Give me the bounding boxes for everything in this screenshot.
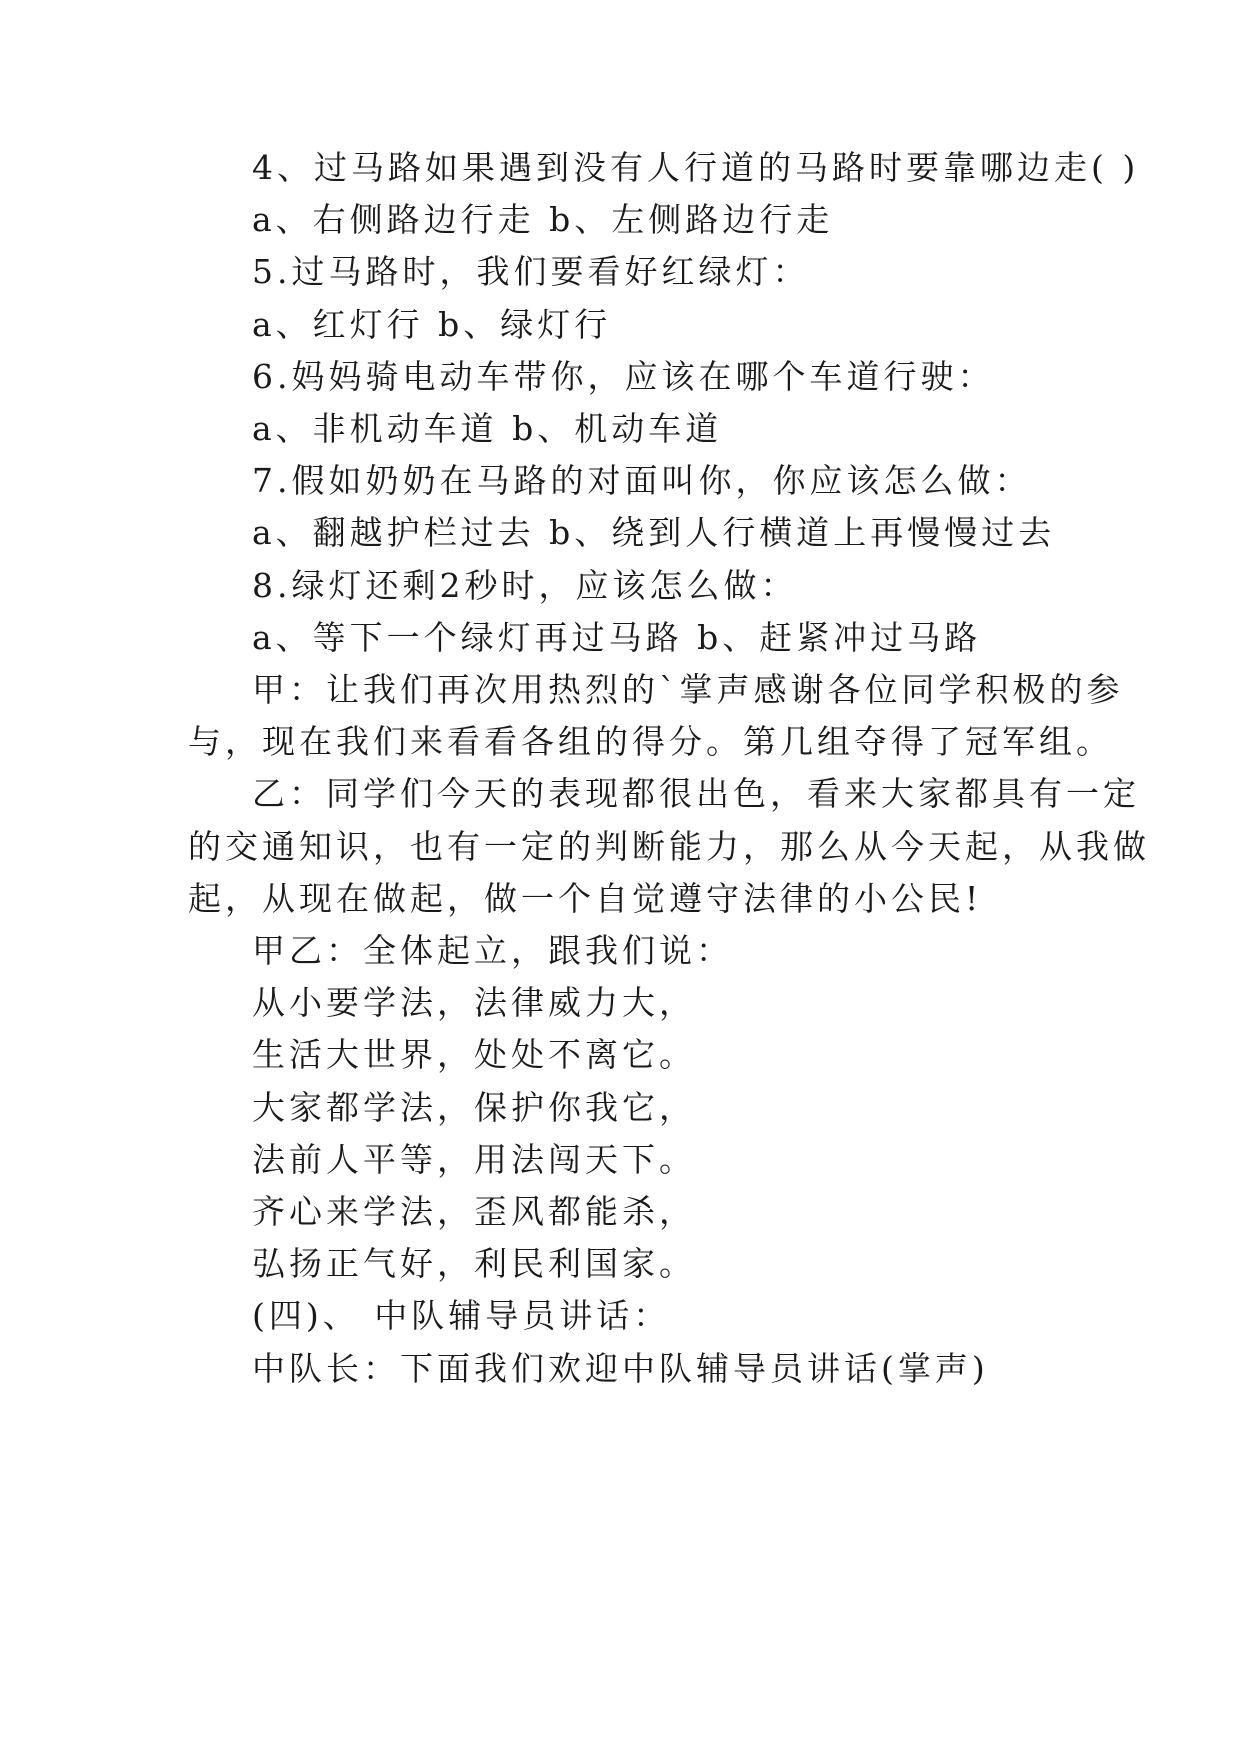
text-line: 法前人平等，用法闯天下。 <box>252 1139 696 1179</box>
text-line: 弘扬正气好，利民利国家。 <box>252 1244 696 1284</box>
text-line: (四)、 中队辅导员讲话： <box>252 1296 671 1336</box>
text-line: 5.过马路时，我们要看好红绿灯： <box>252 252 810 292</box>
text-line: 大家都学法，保护你我它， <box>252 1087 696 1127</box>
text-line: a、右侧路边行走 b、左侧路边行走 <box>252 200 834 240</box>
text-line: 8.绿灯还剩2秒时，应该怎么做： <box>252 565 798 605</box>
text-line: a、等下一个绿灯再过马路 b、赶紧冲过马路 <box>252 617 982 657</box>
text-line: 乙：同学们今天的表现都很出色，看来大家都具有一定 <box>252 774 1140 814</box>
text-line: a、红灯行 b、绿灯行 <box>252 304 612 344</box>
text-line: 甲乙：全体起立，跟我们说： <box>252 931 733 970</box>
text-line: 6.妈妈骑电动车带你，应该在哪个车道行驶： <box>252 356 995 396</box>
text-line: 从小要学法，法律威力大， <box>252 983 696 1023</box>
text-line: 的交通知识，也有一定的判断能力，那么从今天起，从我做 <box>188 826 1150 866</box>
text-line: a、翻越护栏过去 b、绕到人行横道上再慢慢过去 <box>252 513 1056 553</box>
text-line: 与，现在我们来看看各组的得分。第几组夺得了冠军组。 <box>188 722 1113 762</box>
text-line: 生活大世界，处处不离它。 <box>252 1035 696 1075</box>
text-line: 中队长：下面我们欢迎中队辅导员讲话(掌声) <box>252 1348 989 1388</box>
text-line: a、非机动车道 b、机动车道 <box>252 409 723 448</box>
text-line: 齐心来学法，歪风都能杀， <box>252 1192 696 1231</box>
text-line: 甲：让我们再次用热烈的`掌声感谢各位同学积极的参 <box>252 670 1124 709</box>
text-line: 7.假如奶奶在马路的对面叫你，你应该怎么做： <box>252 461 1032 501</box>
text-line: 起，从现在做起，做一个自觉遵守法律的小公民! <box>188 878 983 918</box>
text-line: 4、过马路如果遇到没有人行道的马路时要靠哪边走( ) <box>252 148 1140 187</box>
